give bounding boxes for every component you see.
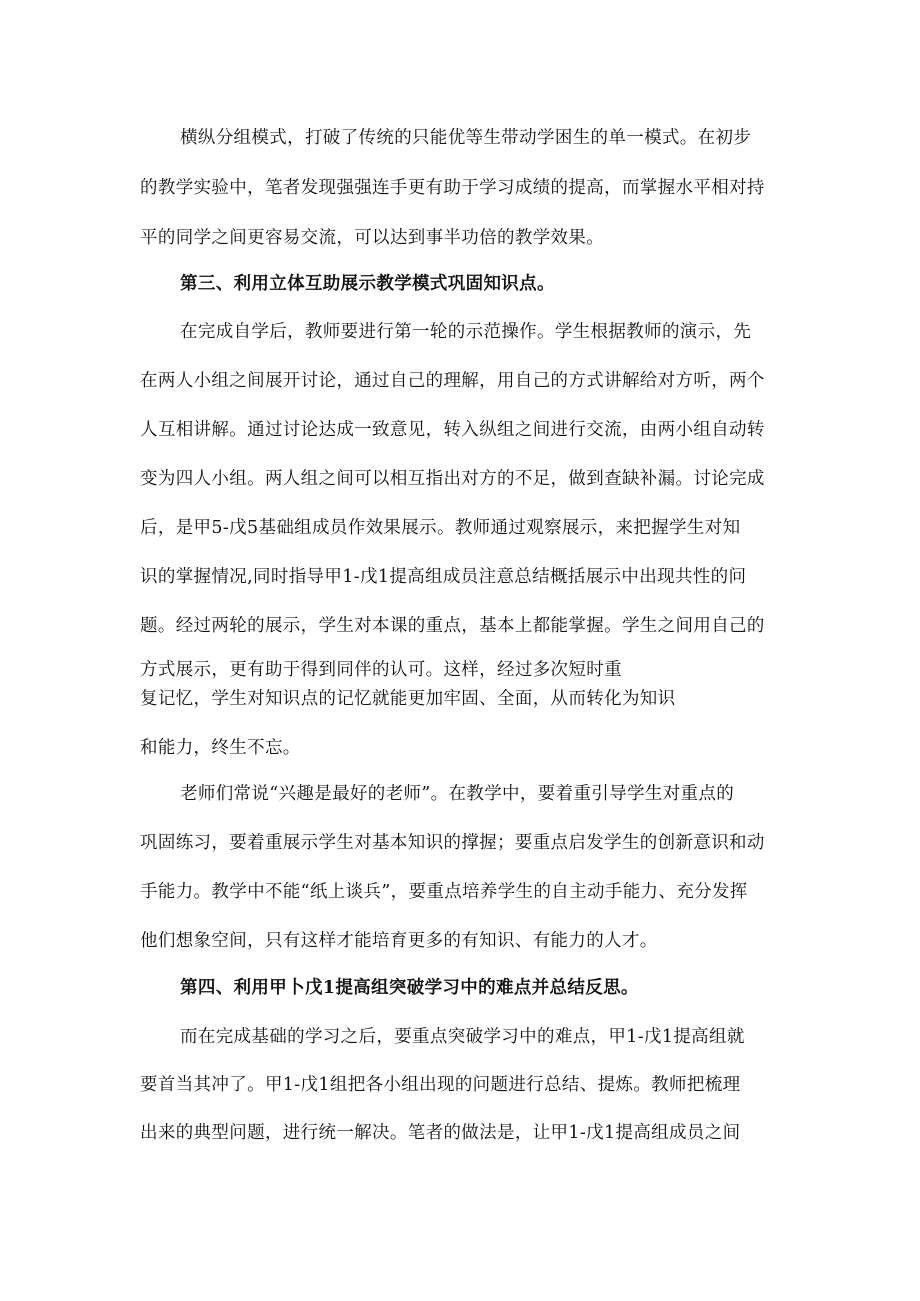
paragraph-1-line-3: 平的同学之间更容易交流，可以达到事半功倍的教学效果。: [140, 228, 605, 248]
section-heading-4: 第四、利用甲卜戊1提高组突破学习中的难点并总结反思。: [180, 978, 639, 998]
paragraph-3-line-4: 他们想象空间，只有这样才能培育更多的有知识、有能力的人才。: [140, 931, 658, 951]
paragraph-2-line-2: 在两人小组之间展开讨论，通过自己的理解，用自己的方式讲解给对方听，两个: [140, 371, 765, 391]
paragraph-2-line-8: 方式展示，更有助于得到同伴的认可。这样，经过多次短时重: [140, 660, 622, 680]
paragraph-2-line-5: 后，是甲5-戊5基础组成员作效果展示。教师通过观察展示，来把握学生对知: [140, 518, 741, 538]
paragraph-2-line-3: 人互相讲解。通过讨论达成一致意见，转入纵组之间进行交流，由两小组自动转: [140, 420, 765, 440]
paragraph-2-line-4: 变为四人小组。两人组之间可以相互指出对方的不足，做到查缺补漏。讨论完成: [140, 469, 765, 489]
paragraph-3-line-1: 老师们常说“兴趣是最好的老师”。在教学中，要着重引导学生对重点的: [180, 784, 735, 804]
paragraph-2-line-1: 在完成自学后，教师要进行第一轮的示范操作。学生根据教师的演示，先: [180, 322, 752, 342]
paragraph-3-line-2: 巩固练习，要着重展示学生对基本知识的撑握；要重点启发学生的创新意识和动: [140, 833, 765, 853]
paragraph-2-line-9: 复记忆，学生对知识点的记忆就能更加牢固、全面，从而转化为知识: [140, 689, 676, 709]
paragraph-1-line-1: 横纵分组模式，打破了传统的只能优等生带动学困生的单一模式。在初步: [180, 128, 752, 148]
paragraph-1-line-2: 的教学实验中，笔者发现强强连手更有助于学习成绩的提高，而掌握水平相对持: [140, 178, 765, 198]
paragraph-2-line-10: 和能力，终生不忘。: [140, 738, 301, 758]
paragraph-2-line-6: 识的掌握情况,同时指导甲1-戊1提高组成员注意总结概括展示中出现共性的问: [140, 567, 747, 587]
paragraph-3-line-3: 手能力。教学中不能“纸上谈兵”，要重点培养学生的自主动手能力、充分发挥: [140, 882, 748, 902]
paragraph-2-line-7: 题。经过两轮的展示，学生对本课的重点，基本上都能掌握。学生之间用自己的: [140, 616, 765, 636]
paragraph-4-line-3: 出来的典型问题，进行统一解决。笔者的做法是，让甲1-戊1提高组成员之间: [140, 1123, 741, 1143]
section-heading-3: 第三、利用立体互助展示教学模式巩固知识点。: [180, 274, 555, 294]
paragraph-4-line-2: 要首当其冲了。甲1-戊1组把各小组出现的问题进行总结、提炼。教师把梳理: [140, 1075, 741, 1095]
paragraph-4-line-1: 而在完成基础的学习之后，要重点突破学习中的难点，甲1-戊1提高组就: [180, 1027, 745, 1047]
